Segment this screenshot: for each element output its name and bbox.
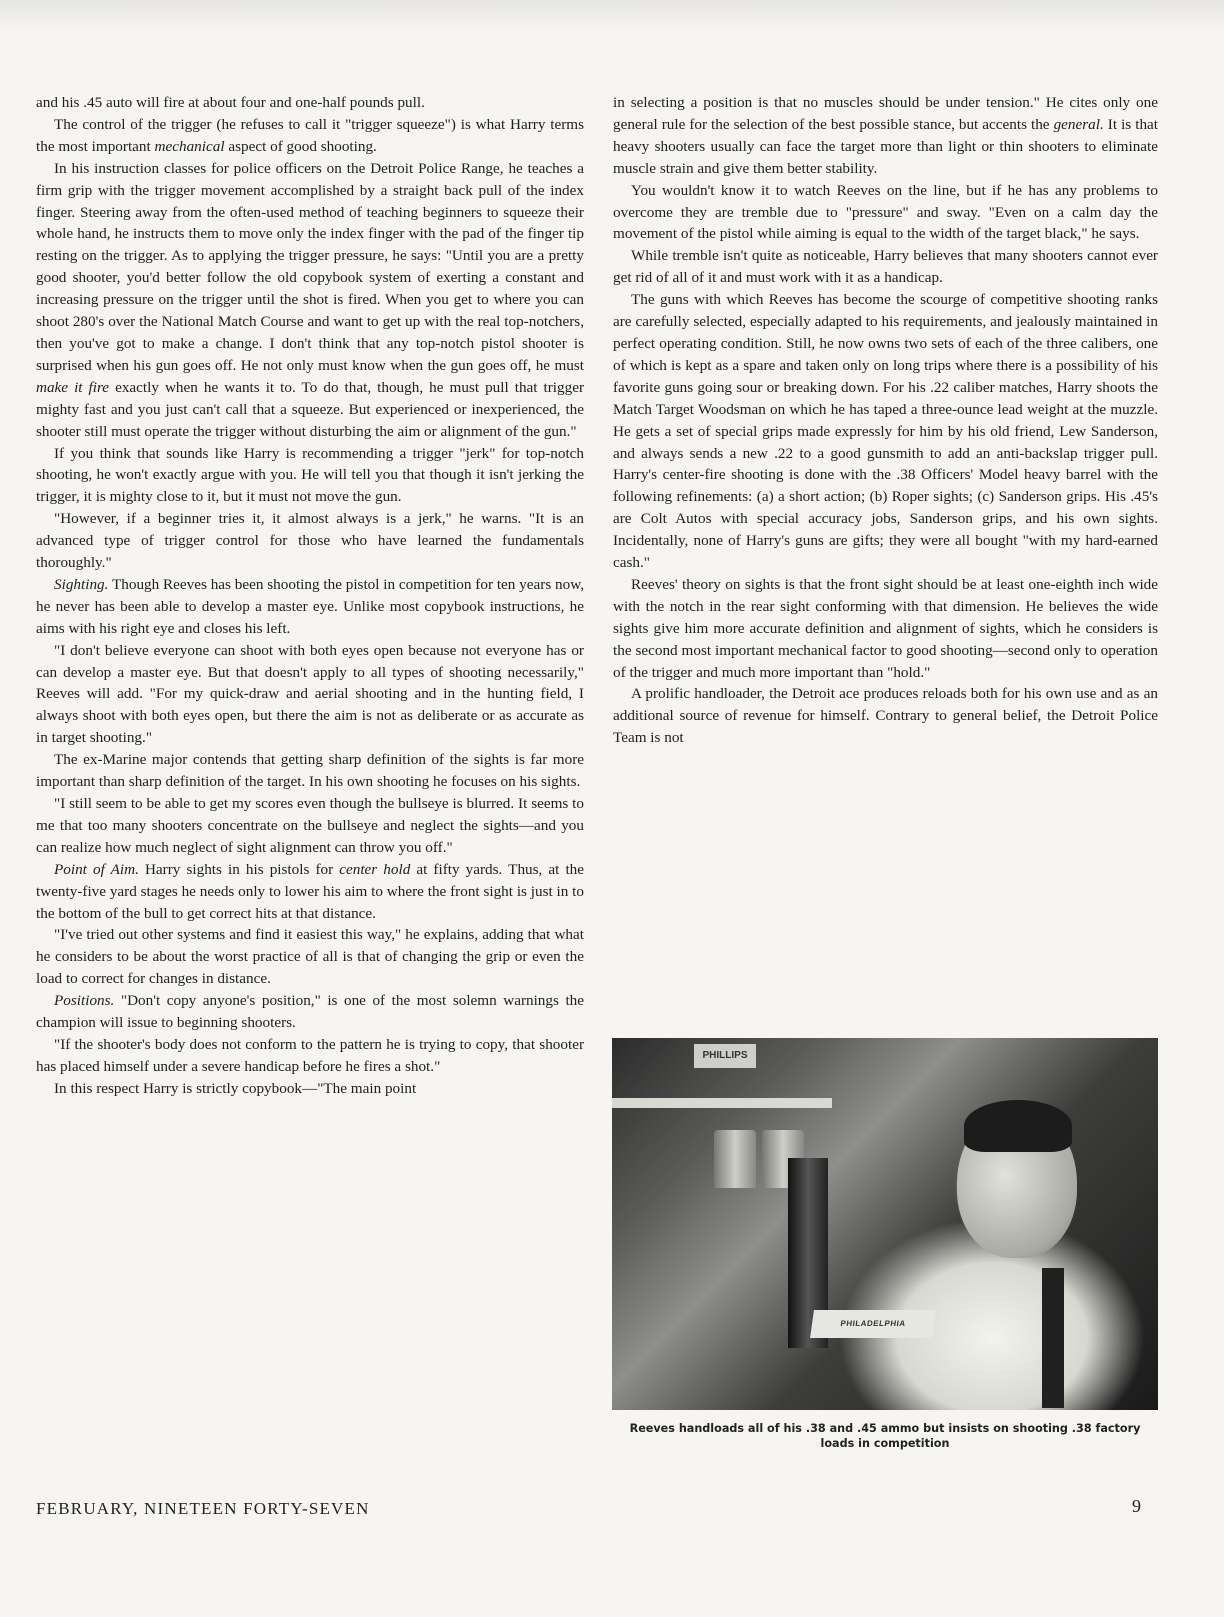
emphasis: center hold <box>339 860 411 878</box>
page-edge <box>0 0 1224 30</box>
necktie <box>1042 1268 1064 1408</box>
paragraph: The control of the trigger (he refuses to call it "trigger squeeze") is what Harry terms the most important mechanical aspect of good shooting. <box>36 115 584 155</box>
paragraph: Sighting. Though Reeves has been shooting the pistol in competition for ten years now, he never has been able to develop a master eye. Unlike most copybook instructions, he aims with his right eye and closes his left. <box>36 575 584 637</box>
emphasis: general. <box>1053 115 1104 133</box>
issue-date: FEBRUARY, NINETEEN FORTY-SEVEN <box>36 1499 370 1518</box>
left-column <box>36 92 584 1100</box>
paragraph: The guns with which Reeves has become the scourge of competitive shooting ranks are carefully selected, especially adapted to his requirements, and jealously maintained in perfect operating condition. Still, he now owns two sets of each of the three calibers, one of which is kept as a spare and taken only on long trips where there is a possibility of his favorite guns going sour or breaking down. For his .22 caliber matches, Harry shoots the Match Target Woodsman on which he has taped a three-ounce lead weight at the muzzle. He gets a set of special grips made expressly for him by his old friend, Lew Sanderson, and always sends a new .22 to a good gunsmith to add an anti-backslap trigger pull. Harry's center-fire shooting is done with the .38 Officers' Model heavy barrel with the following refinements: (a) a short action; (b) Roper sights; (c) Sanderson grips. His .45's are Colt Autos with special accuracy jobs, Sanderson grips, and his own sights. Incidentally, none of Harry's guns are gifts; they were all bought "with my hard-earned cash." <box>613 291 1158 572</box>
page-number: 9 <box>1132 1496 1141 1516</box>
paragraph: Reeves' theory on sights is that the front sight should be at least one-eighth inch wide with the notch in the rear sight conforming with that dimension. He believes the wide sights give him more accurate definition and alignment of sights, which he considers is the second most important mechanical factor to good shooting—second only to operation of the trigger and much more important than "hold." <box>613 575 1158 681</box>
ammo-box: PHILADELPHIA <box>810 1310 936 1338</box>
photo-caption: Reeves handloads all of his .38 and .45 ammo but insists on shooting .38 factory loads in competition <box>629 1422 1141 1450</box>
paragraph: In his instruction classes for police officers on the Detroit Police Range, he teaches a firm grip with the trigger movement accomplished by a straight back pull of the index finger. Steering away from the often-used method of teaching beginners to squeeze their whole hand, he instructs them to move only the index finger with the pad of the finger tip resting on the trigger. As to applying the trigger pressure, he says: "Until you are a pretty good shooter, you'd better follow the old copybook system of exerting a constant and increasing pressure on the trigger until the shot is fired. When you get to where you can shoot 280's over the National Match Course and want to get up with the real top-notchers, then you've got to make a change. I don't think that any top-notch pistol shooter is surprised when his gun goes off. He not only must know when the gun goes off, he must make it fire exactly when he wants it to. To do that, though, he must pull that trigger mighty fast and you just can't call that a squeeze. But experienced or inexperienced, the shooter still must operate the trigger without disturbing the aim or alignment of the gun." <box>36 159 584 440</box>
paragraph: The ex-Marine major contends that getting sharp definition of the sights is far more important than sharp definition of the target. In his own shooting he focuses on his sights. <box>36 751 584 791</box>
man-hair <box>964 1100 1072 1152</box>
paragraph: While tremble isn't quite as noticeable, Harry believes that many shooters cannot ever get rid of all of it and must work with it as a handicap. <box>613 247 1158 287</box>
paragraph: Positions. "Don't copy anyone's position," is one of the most solemn warnings the champion will issue to beginning shooters. <box>36 992 585 1032</box>
paragraph: Point of Aim. Harry sights in his pistols for center hold at fifty yards. Thus, at the twenty-five yard stages he needs only to lower his aim to where the front sight is just in to the bottom of the bull to get correct hits at that distance. <box>36 860 585 922</box>
paragraph: "However, if a beginner tries it, it almost always is a jerk," he warns. "It is an advanced type of trigger control for those who have learned the fundamentals thoroughly." <box>36 510 584 572</box>
emphasis: make it fire <box>36 378 110 396</box>
paragraph: If you think that sounds like Harry is recommending a trigger "jerk" for top-notch shooting, he won't exactly argue with you. He will tell you that though it isn't jerking the trigger, it is mighty close to it, but it must not move the gun. <box>36 444 584 506</box>
subhead-point-of-aim: Point of Aim. <box>54 860 139 878</box>
subhead-positions: Positions. <box>54 992 115 1010</box>
paragraph: "I still seem to be able to get my scores even though the bullseye is blurred. It seems to me that too many shooters concentrate on the bullseye and neglect the sights—and you can realize how much neglect of sight alignment can throw you off." <box>36 795 584 856</box>
right-column <box>613 92 1158 749</box>
wall-sign: PHILLIPS <box>694 1044 756 1068</box>
reloading-photo <box>612 1038 1158 1410</box>
powder-jar <box>714 1130 756 1188</box>
paragraph: A prolific handloader, the Detroit ace produces reloads both for his own use and as an additional source of revenue for himself. Contrary to general belief, the Detroit Police Team is not <box>613 685 1158 747</box>
paragraph: You wouldn't know it to watch Reeves on the line, but if he has any problems to overcome they are tremble due to "pressure" and sway. "Even on a calm day the movement of the pistol while aiming is equal to the width of the target black," he says. <box>613 181 1158 243</box>
paragraph: In this respect Harry is strictly copybook—"The main point <box>54 1079 417 1097</box>
emphasis: mechanical <box>154 137 225 155</box>
subhead-sighting: Sighting. <box>54 575 109 593</box>
paragraph: in selecting a position is that no muscles should be under tension." He cites only one general rule for the selection of the best possible stance, but accents the general. It is that heavy shooters usually can face the target more than light or thin shooters to eliminate muscle strain and give them better stability. <box>613 94 1159 177</box>
shelf <box>612 1098 832 1108</box>
paragraph: and his .45 auto will fire at about four and one-half pounds pull. <box>36 94 425 111</box>
paragraph: "I don't believe everyone can shoot with both eyes open because not everyone has or can develop a master eye. But that doesn't apply to all types of shooting necessarily," Reeves will add. "For my quick-draw and aerial shooting and in the hunting field, I always shoot with both eyes open, but there the aim is not as deliberate or as accurate as in target shooting." <box>36 641 584 747</box>
paragraph: "If the shooter's body does not conform to the pattern he is trying to copy, that shooter has placed himself under a severe handicap before he fires a shot." <box>36 1035 584 1075</box>
paragraph: "I've tried out other systems and find it easiest this way," he explains, adding that what he considers to be about the worst practice of all is that of changing the grip or even the load to correct for changes in distance. <box>36 926 584 988</box>
